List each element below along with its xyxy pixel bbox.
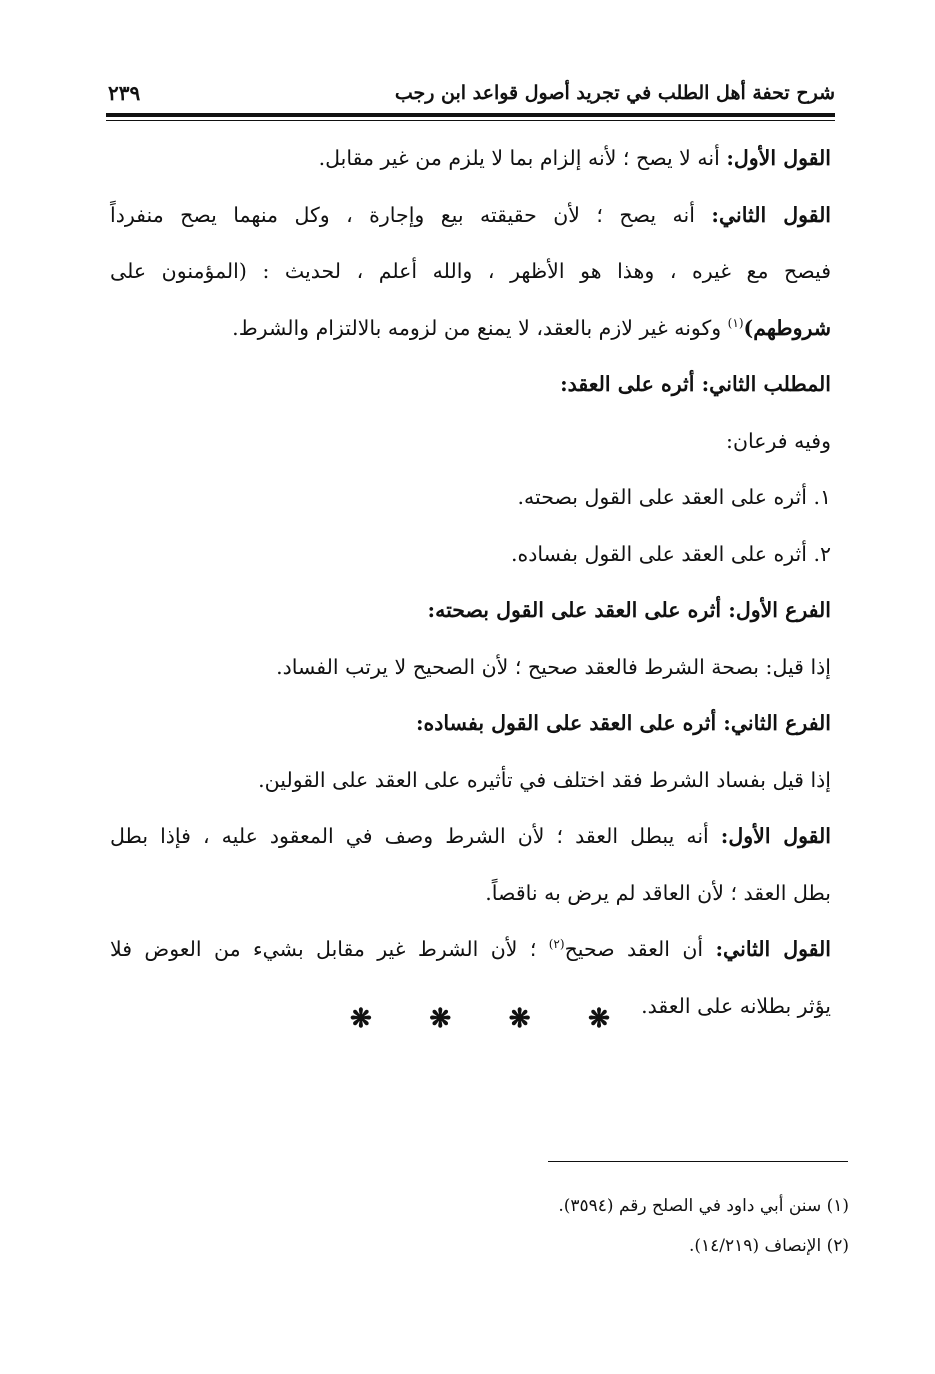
footnote-marker: (٢) — [548, 937, 565, 952]
footnote: (١) سنن أبي داود في الصلح رقم (٣٥٩٤). — [558, 1196, 849, 1216]
list-item: ٢. أثره على العقد على القول بفساده. — [510, 541, 831, 566]
text-line — [110, 921, 831, 978]
line-text: إذا قيل بفساد الشرط فقد اختلف في تأثيره على العقد على القولين. — [258, 767, 831, 792]
line-text: فيصح مع غيره ، وهذا هو الأظهر ، والله أعلم ، لحديث : (المؤمنون على — [110, 259, 831, 283]
line-text: إذا قيل: بصحة الشرط فالعقد صحيح ؛ لأن الصحيح لا يرتب الفساد. — [276, 654, 831, 679]
header-rule-thick — [106, 113, 835, 117]
section-label: القول الثاني: — [711, 202, 832, 227]
line-text: يؤثر بطلانه على العقد. — [641, 993, 831, 1018]
text-line — [110, 243, 831, 300]
line-text: أنه يصح ؛ لأن حقيقته بيع وإجارة ، وكل منهما يصح منفرداً — [110, 202, 712, 227]
page-number: ٢٣٩ — [108, 81, 141, 105]
text-line — [110, 526, 831, 583]
text-line — [110, 582, 831, 639]
footnote-rule — [548, 1161, 848, 1162]
asterism-icon: ❋ — [350, 1004, 372, 1034]
text-line — [110, 752, 831, 809]
line-text: شروطهم) — [743, 315, 831, 340]
section-separator — [350, 1004, 610, 1034]
text-line — [110, 639, 831, 696]
section-label: القول الأول: — [720, 824, 831, 848]
asterism-icon: ❋ — [588, 1004, 610, 1034]
header-rule-thin — [106, 120, 835, 121]
footnote: (٢) الإنصاف (١٤/٢١٩). — [689, 1236, 849, 1256]
line-text: أنه يبطل العقد ؛ لأن الشرط وصف في المعقود عليه ، فإذا بطل — [110, 824, 721, 848]
text-line — [110, 130, 831, 187]
text-line — [110, 469, 831, 526]
line-text: ؛ لأن الشرط غير مقابل بشيء من العوض فلا — [110, 937, 549, 961]
line-text: وكونه غير لازم بالعقد، لا يمنع من لزومه بالالتزام والشرط. — [232, 315, 728, 340]
text-line — [110, 356, 831, 413]
running-header — [108, 78, 835, 108]
main-text — [110, 130, 831, 1034]
section-heading: الفرع الثاني: أثره على العقد على القول بفساده: — [415, 711, 831, 735]
section-label: القول الأول: — [726, 146, 831, 170]
header-title: شرح تحفة أهل الطلب في تجريد أصول قواعد ابن رجب — [394, 82, 835, 104]
text-line — [110, 865, 831, 922]
footnotes — [558, 1186, 849, 1266]
text-line — [110, 187, 831, 244]
line-text: أن العقد صحيح — [564, 937, 716, 961]
text-line — [110, 695, 831, 752]
list-item: ١. أثره على العقد على القول بصحته. — [517, 485, 831, 509]
text-line — [110, 413, 831, 470]
text-line — [110, 808, 831, 865]
line-text: بطل العقد ؛ لأن العاقد لم يرض به ناقصاً. — [485, 880, 831, 905]
section-heading: الفرع الأول: أثره على العقد على القول بصحته: — [427, 598, 831, 622]
section-label: القول الثاني: — [715, 937, 831, 961]
asterism-icon: ❋ — [508, 1004, 531, 1034]
asterism-icon: ❋ — [429, 1004, 452, 1034]
footnote-marker: (١) — [727, 315, 744, 330]
section-heading: المطلب الثاني: أثره على العقد: — [560, 372, 831, 396]
line-text: وفيه فرعان: — [726, 428, 831, 453]
text-line — [110, 300, 831, 357]
line-text: أنه لا يصح ؛ لأنه إلزام بما لا يلزم من غير مقابل. — [318, 146, 727, 170]
